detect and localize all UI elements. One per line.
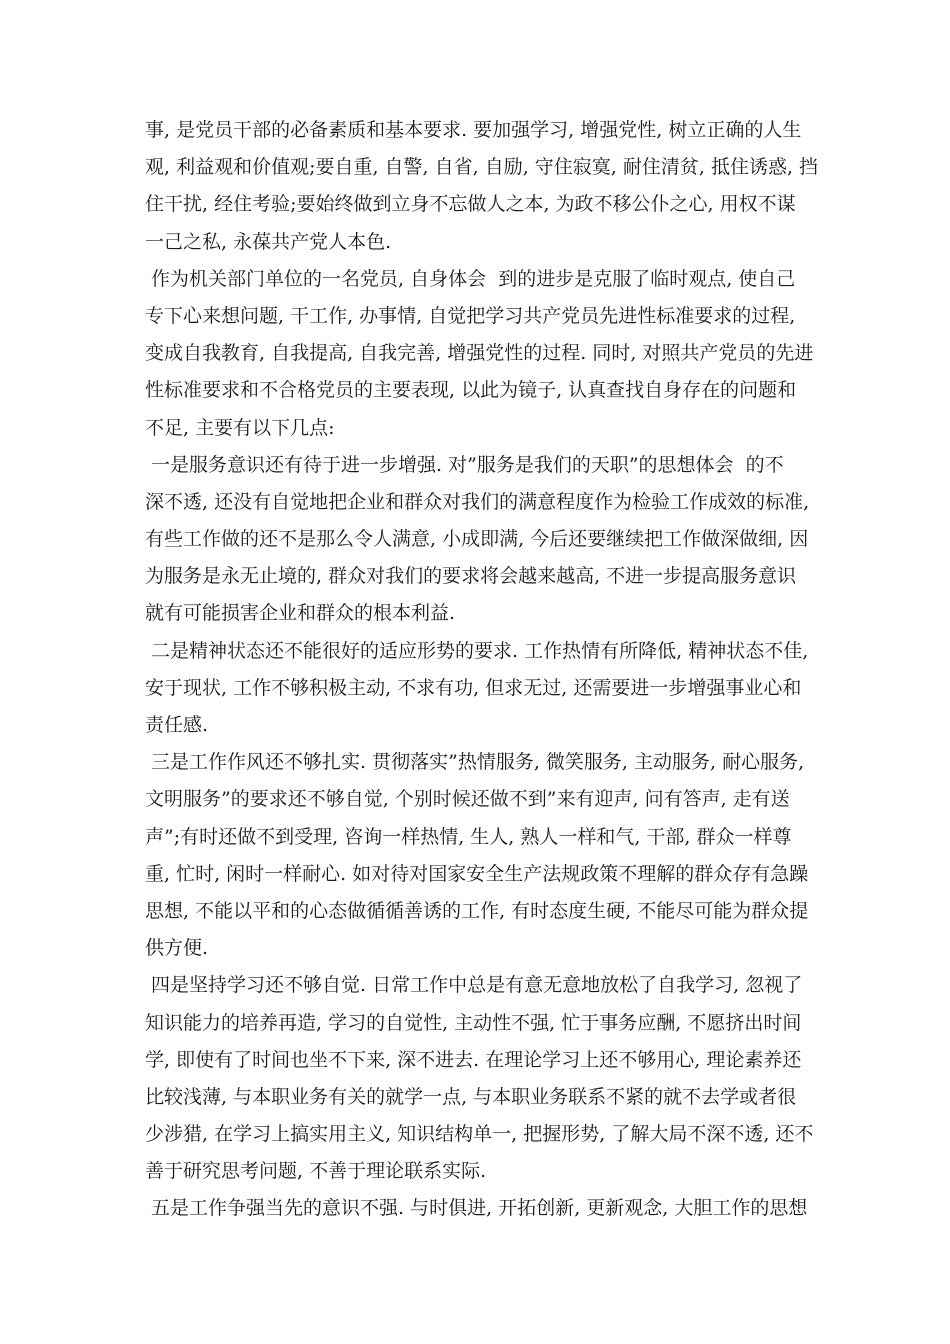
text-line: 五是工作争强当先的意识不强. 与时俱进, 开拓创新, 更新观念, 大胆工作的思想 [145, 1197, 808, 1220]
text-line: 住干扰, 经住考验;要始终做到立身不忘做人之本, 为政不移公仆之心, 用权不谋 [145, 193, 796, 216]
text-line: 学, 即使有了时间也坐不下来, 深不进去. 在理论学习上还不够用心, 理论素养还 [145, 1048, 802, 1071]
text-line: 声”;有时还做不到受理, 咨询一样热情, 生人, 熟人一样和气, 干部, 群众一样尊 [145, 825, 792, 848]
text-line: 一己之私, 永葆共产党人本色. [145, 230, 392, 253]
text-line: 观, 利益观和价值观;要自重, 自警, 自省, 自励, 守住寂寞, 耐住清贫, 抵住诱惑, 挡 [145, 156, 819, 179]
text-line: 性标准要求和不合格党员的主要表现, 以此为镜子, 认真查找自身存在的问题和 [145, 379, 797, 402]
text-line: 善于研究思考问题, 不善于理论联系实际. [145, 1160, 487, 1183]
document-body-text [145, 112, 825, 1228]
text-line: 不足, 主要有以下几点: [145, 416, 335, 439]
text-line: 变成自我教育, 自我提高, 自我完善, 增强党性的过程. 同时, 对照共产党员的先进 [145, 342, 814, 365]
text-line: 四是坚持学习还不够自觉. 日常工作中总是有意无意地放松了自我学习, 忽视了 [145, 974, 803, 997]
text-line: 安于现状, 工作不够积极主动, 不求有功, 但求无过, 还需要进一步增强事业心和 [145, 676, 802, 699]
text-line: 责任感. [145, 714, 209, 736]
text-line: 一是服务意识还有待于进一步增强. 对”服务是我们的天职”的思想体会 的不 [145, 453, 784, 476]
text-line: 作为机关部门单位的一名党员, 自身体会 到的进步是克服了临时观点, 使自己 [145, 267, 796, 290]
text-line: 供方便. [145, 937, 209, 960]
text-line: 专下心来想问题, 干工作, 办事情, 自觉把学习共产党员先进性标准要求的过程, [145, 304, 796, 327]
text-line: 就有可能损害企业和群众的根本利益. [145, 602, 456, 625]
text-line: 文明服务”的要求还不够自觉, 个别时候还做不到”来有迎声, 问有答声, 走有送 [145, 788, 790, 811]
text-line: 深不透, 还没有自觉地把企业和群众对我们的满意程度作为检验工作成效的标准, [145, 490, 810, 513]
text-line: 事, 是党员干部的必备素质和基本要求. 要加强学习, 增强党性, 树立正确的人生 [145, 119, 802, 141]
text-line: 思想, 不能以平和的心态做循循善诱的工作, 有时态度生硬, 不能尽可能为群众提 [145, 899, 809, 922]
text-line: 比较浅薄, 与本职业务有关的就学一点, 与本职业务联系不紧的就不去学或者很 [145, 1085, 797, 1108]
text-line: 二是精神状态还不能很好的适应形势的要求. 工作热情有所降低, 精神状态不佳, [145, 639, 809, 662]
text-line: 三是工作作风还不够扎实. 贯彻落实”热情服务, 微笑服务, 主动服务, 耐心服务, [145, 751, 805, 774]
text-line: 少涉猎, 在学习上搞实用主义, 知识结构单一, 把握形势, 了解大局不深不透, 还不 [145, 1123, 814, 1146]
text-line: 为服务是永无止境的, 群众对我们的要求将会越来越高, 不进一步提高服务意识 [145, 565, 797, 588]
text-line: 重, 忙时, 闲时一样耐心. 如对待对国家安全生产法规政策不理解的群众存有急躁 [145, 862, 809, 885]
text-line: 知识能力的培养再造, 学习的自觉性, 主动性不强, 忙于事务应酬, 不愿挤出时间 [145, 1011, 802, 1034]
text-line: 有些工作做的还不是那么令人满意, 小成即满, 今后还要继续把工作做深做细, 因 [145, 528, 809, 551]
